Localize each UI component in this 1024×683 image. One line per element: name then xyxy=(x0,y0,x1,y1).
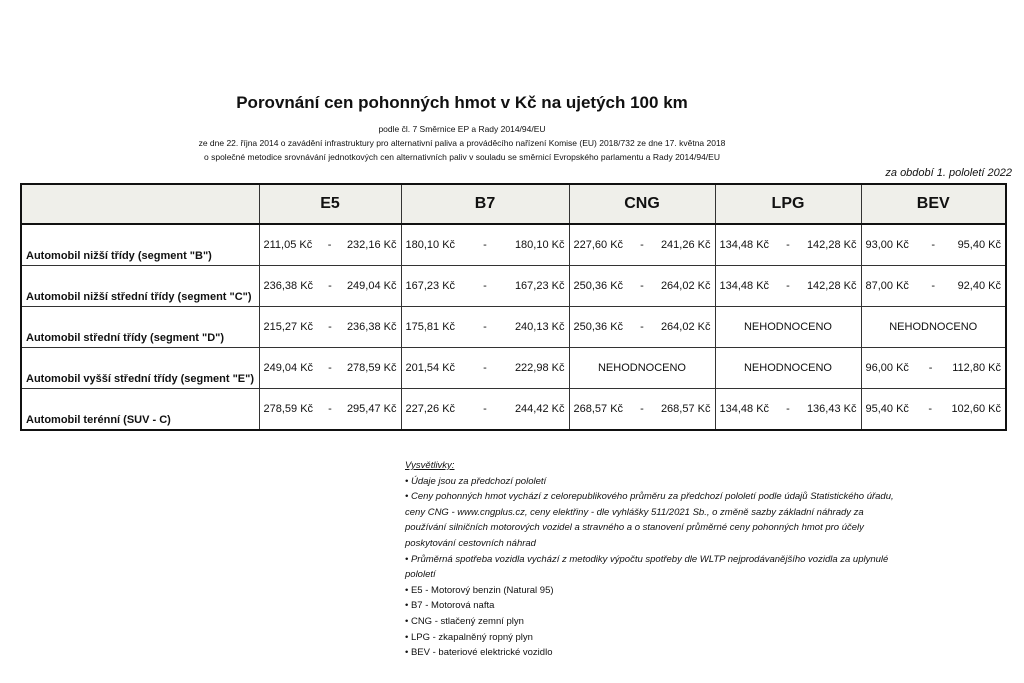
legend-item: • CNG - stlačený zemní plyn xyxy=(405,615,524,627)
price-range-cell xyxy=(259,224,401,266)
price-to: 142,28 Kč xyxy=(806,280,857,292)
price-from: 87,00 Kč xyxy=(865,280,909,292)
price-from: 134,48 Kč xyxy=(719,239,770,251)
price-from: 227,26 Kč xyxy=(405,403,456,415)
cell-not-evaluated: NEHODNOCENO xyxy=(715,348,861,389)
legend-title: Vysvětlivky: xyxy=(405,460,455,471)
price-to: 167,23 Kč xyxy=(514,280,565,292)
column-header-b7: B7 xyxy=(401,184,569,224)
price-range-cell xyxy=(715,224,861,266)
table-corner-cell xyxy=(21,184,259,224)
price-range-cell xyxy=(569,224,715,266)
column-header-bev: BEV xyxy=(861,184,1006,224)
price-range-cell xyxy=(259,348,401,389)
price-from: 96,00 Kč xyxy=(865,362,909,374)
price-to: 180,10 Kč xyxy=(514,239,565,251)
price-to: 232,16 Kč xyxy=(346,239,397,251)
row-label: Automobil vyšší střední třídy (segment "E") xyxy=(21,348,259,389)
price-range-cell xyxy=(401,348,569,389)
price-to: 264,02 Kč xyxy=(660,280,711,292)
range-dash: - xyxy=(483,321,487,333)
price-range-cell xyxy=(259,389,401,431)
range-dash: - xyxy=(786,280,790,292)
document-subtitle: ze dne 22. října 2014 o zavádění infrastruktury pro alternativní paliva a prováděcího nařízení Komise (EU) 2018/732 ze dne 17. května 2018 xyxy=(198,138,726,148)
legend-item: • BEV - bateriové elektrické vozidlo xyxy=(405,647,553,659)
price-to: 278,59 Kč xyxy=(346,362,397,374)
range-dash: - xyxy=(483,403,487,415)
range-dash: - xyxy=(928,362,933,374)
cell-not-evaluated: NEHODNOCENO xyxy=(569,348,715,389)
range-dash: - xyxy=(640,403,644,415)
range-dash: - xyxy=(483,239,487,251)
document-subtitle: podle čl. 7 Směrnice EP a Rady 2014/94/EU xyxy=(378,124,546,134)
price-from: 227,60 Kč xyxy=(573,239,624,251)
table-body xyxy=(21,224,1006,430)
price-from: 175,81 Kč xyxy=(405,321,456,333)
price-to: 112,80 Kč xyxy=(952,362,1001,374)
price-to: 136,43 Kč xyxy=(806,403,857,415)
price-range-cell xyxy=(715,266,861,307)
price-from: 211,05 Kč xyxy=(263,239,313,251)
price-to: 241,26 Kč xyxy=(660,239,711,251)
price-to: 92,40 Kč xyxy=(957,280,1001,292)
price-from: 180,10 Kč xyxy=(405,239,456,251)
table-header-row xyxy=(21,184,1006,224)
price-from: 250,36 Kč xyxy=(573,321,624,333)
price-to: 268,57 Kč xyxy=(660,403,711,415)
price-from: 95,40 Kč xyxy=(865,403,909,415)
table-row xyxy=(21,224,1006,266)
document-title: Porovnání cen pohonných hmot v Kč na ujetých 100 km xyxy=(236,93,688,112)
price-range-cell xyxy=(715,389,861,431)
row-label: Automobil terénní (SUV - C) xyxy=(21,389,259,431)
range-dash: - xyxy=(786,403,790,415)
cell-not-evaluated: NEHODNOCENO xyxy=(715,307,861,348)
price-comparison-table xyxy=(20,183,1007,431)
price-to: 240,13 Kč xyxy=(514,321,565,333)
period-label: za období 1. pololetí 2022 xyxy=(885,167,1012,179)
price-from: 278,59 Kč xyxy=(263,403,314,415)
price-range-cell xyxy=(401,389,569,431)
price-range-cell xyxy=(569,389,715,431)
legend-item: • Průměrná spotřeba vozidla vychází z metodiky výpočtu spotřeby dle WLTP nejprodávanějšího vozidla za uplynulé pololetí xyxy=(405,553,889,581)
legend-item: • Ceny pohonných hmot vychází z celorepublikového průměru za předchozí pololetí podle údajů Statistického úřadu, ceny CNG - www.cngplus.cz, ceny elektřiny - dle vyhlášky 511/2021 Sb., o změně sazby základní náhrady za používání silničních motorových vozidel a stravného a o stanovení průměrné ceny pohonných hmot pro účely poskytování cestovních náhrad xyxy=(405,491,894,549)
price-to: 102,60 Kč xyxy=(951,403,1001,415)
row-label: Automobil nižší třídy (segment "B") xyxy=(21,224,259,266)
price-range-cell xyxy=(861,348,1006,389)
price-from: 134,48 Kč xyxy=(719,403,770,415)
price-to: 295,47 Kč xyxy=(346,403,397,415)
column-header-e5: E5 xyxy=(259,184,401,224)
range-dash: - xyxy=(328,362,332,374)
price-to: 264,02 Kč xyxy=(660,321,711,333)
price-range-cell xyxy=(259,307,401,348)
price-to: 236,38 Kč xyxy=(346,321,397,333)
range-dash: - xyxy=(640,239,644,251)
range-dash: - xyxy=(931,280,936,292)
price-from: 249,04 Kč xyxy=(263,362,314,374)
row-label: Automobil nižší střední třídy (segment "C") xyxy=(21,266,259,307)
price-range-cell xyxy=(401,224,569,266)
price-from: 268,57 Kč xyxy=(573,403,624,415)
range-dash: - xyxy=(328,280,332,292)
table-row xyxy=(21,348,1006,389)
price-range-cell xyxy=(569,307,715,348)
legend-item: • Údaje jsou za předchozí pololetí xyxy=(405,475,547,487)
range-dash: - xyxy=(931,239,936,251)
price-range-cell xyxy=(401,266,569,307)
price-to: 95,40 Kč xyxy=(957,239,1001,251)
price-to: 249,04 Kč xyxy=(346,280,397,292)
table-row xyxy=(21,266,1006,307)
table-row xyxy=(21,389,1006,431)
range-dash: - xyxy=(328,403,332,415)
range-dash: - xyxy=(483,362,487,374)
range-dash: - xyxy=(483,280,487,292)
price-from: 134,48 Kč xyxy=(719,280,770,292)
price-range-cell xyxy=(861,266,1006,307)
price-from: 250,36 Kč xyxy=(573,280,624,292)
row-label: Automobil střední třídy (segment "D") xyxy=(21,307,259,348)
cell-not-evaluated: NEHODNOCENO xyxy=(861,307,1006,348)
price-to: 244,42 Kč xyxy=(514,403,565,415)
range-dash: - xyxy=(928,403,933,415)
price-range-cell xyxy=(569,266,715,307)
column-header-cng: CNG xyxy=(569,184,715,224)
price-from: 236,38 Kč xyxy=(263,280,314,292)
price-from: 93,00 Kč xyxy=(865,239,909,251)
column-header-lpg: LPG xyxy=(715,184,861,224)
document-subtitle: o společné metodice srovnávání jednotkových cen alternativních paliv v souladu se směrnicí Evropského parlamentu a Rady 2014/94/EU xyxy=(204,152,720,162)
table-row xyxy=(21,307,1006,348)
price-to: 222,98 Kč xyxy=(514,362,565,374)
range-dash: - xyxy=(328,321,332,333)
range-dash: - xyxy=(640,280,644,292)
legend-item: • LPG - zkapalněný ropný plyn xyxy=(405,631,533,643)
price-range-cell xyxy=(861,389,1006,431)
legend-item: • B7 - Motorová nafta xyxy=(405,600,495,612)
price-from: 201,54 Kč xyxy=(405,362,456,374)
price-range-cell xyxy=(401,307,569,348)
price-from: 215,27 Kč xyxy=(263,321,314,333)
legend-notes xyxy=(405,458,905,661)
price-from: 167,23 Kč xyxy=(405,280,456,292)
price-range-cell xyxy=(861,224,1006,266)
range-dash: - xyxy=(786,239,790,251)
legend-list xyxy=(405,474,905,661)
price-range-cell xyxy=(259,266,401,307)
range-dash: - xyxy=(640,321,644,333)
price-to: 142,28 Kč xyxy=(806,239,857,251)
range-dash: - xyxy=(327,239,332,251)
legend-item: • E5 - Motorový benzin (Natural 95) xyxy=(405,584,554,596)
